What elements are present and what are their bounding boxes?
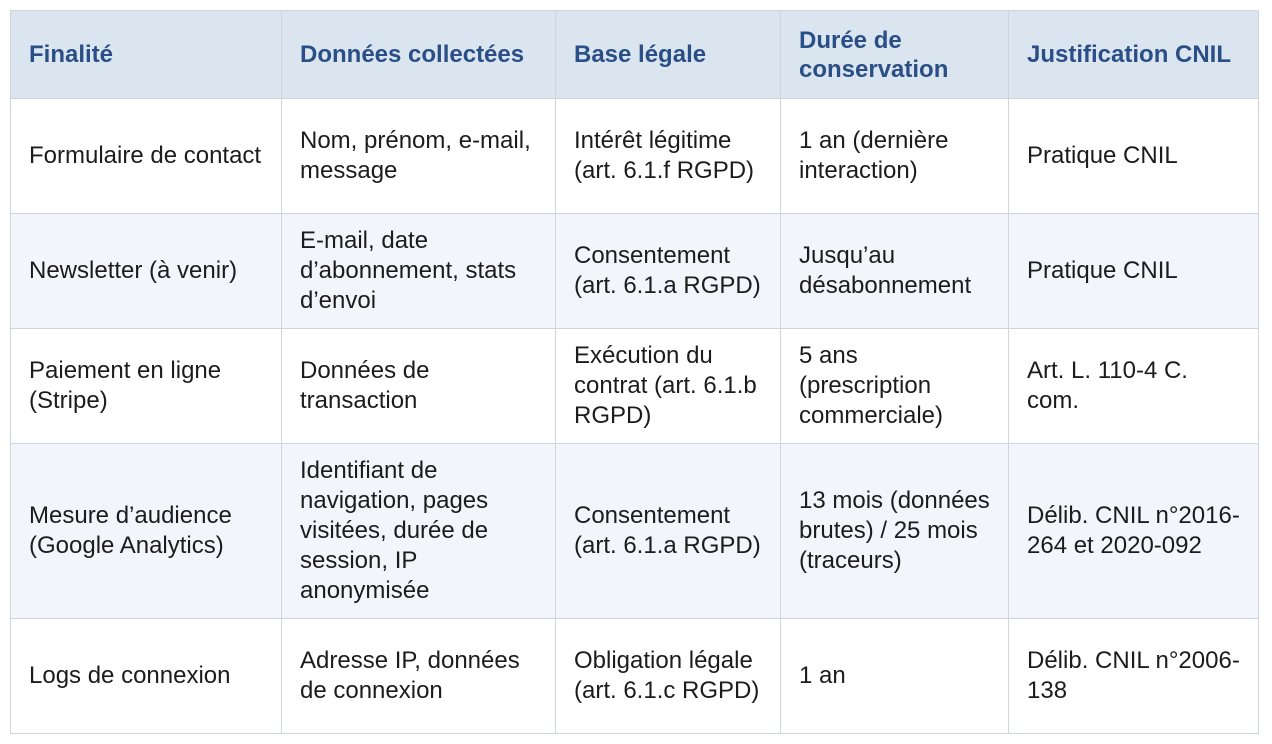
cell-donnees: Adresse IP, données de connexion: [282, 619, 556, 734]
table-row: [11, 444, 1259, 619]
table-row: [11, 329, 1259, 444]
data-processing-table-container: [10, 10, 1258, 734]
cell-base-legale: Consentement (art. 6.1.a RGPD): [556, 214, 781, 329]
header-donnees-collectees: Données collectées: [282, 11, 556, 99]
cell-donnees: Données de transaction: [282, 329, 556, 444]
cell-base-legale: Intérêt légitime (art. 6.1.f RGPD): [556, 99, 781, 214]
table-row: [11, 619, 1259, 734]
cell-justification: Délib. CNIL n°2006-138: [1009, 619, 1259, 734]
table-header-row: [11, 11, 1259, 99]
cell-base-legale: Consentement (art. 6.1.a RGPD): [556, 444, 781, 619]
cell-justification: Pratique CNIL: [1009, 99, 1259, 214]
header-justification-cnil: Justification CNIL: [1009, 11, 1259, 99]
cell-finalite: Formulaire de contact: [11, 99, 282, 214]
cell-finalite: Paiement en ligne (Stripe): [11, 329, 282, 444]
cell-duree: 5 ans (prescription commerciale): [781, 329, 1009, 444]
data-processing-table: [10, 10, 1259, 734]
cell-finalite: Mesure d’audience (Google Analytics): [11, 444, 282, 619]
cell-justification: Délib. CNIL n°2016-264 et 2020-092: [1009, 444, 1259, 619]
cell-justification: Art. L. 110-4 C. com.: [1009, 329, 1259, 444]
cell-duree: 13 mois (données brutes) / 25 mois (traceurs): [781, 444, 1009, 619]
table-row: [11, 214, 1259, 329]
header-duree-conservation: Durée de conservation: [781, 11, 1009, 99]
cell-finalite: Newsletter (à venir): [11, 214, 282, 329]
cell-base-legale: Exécution du contrat (art. 6.1.b RGPD): [556, 329, 781, 444]
cell-donnees: Identifiant de navigation, pages visitées, durée de session, IP anonymisée: [282, 444, 556, 619]
cell-justification: Pratique CNIL: [1009, 214, 1259, 329]
header-finalite: Finalité: [11, 11, 282, 99]
cell-donnees: Nom, prénom, e-mail, message: [282, 99, 556, 214]
cell-donnees: E-mail, date d’abonnement, stats d’envoi: [282, 214, 556, 329]
cell-duree: 1 an (dernière interaction): [781, 99, 1009, 214]
header-base-legale: Base légale: [556, 11, 781, 99]
cell-duree: Jusqu’au désabonnement: [781, 214, 1009, 329]
table-row: [11, 99, 1259, 214]
cell-base-legale: Obligation légale (art. 6.1.c RGPD): [556, 619, 781, 734]
cell-duree: 1 an: [781, 619, 1009, 734]
cell-finalite: Logs de connexion: [11, 619, 282, 734]
